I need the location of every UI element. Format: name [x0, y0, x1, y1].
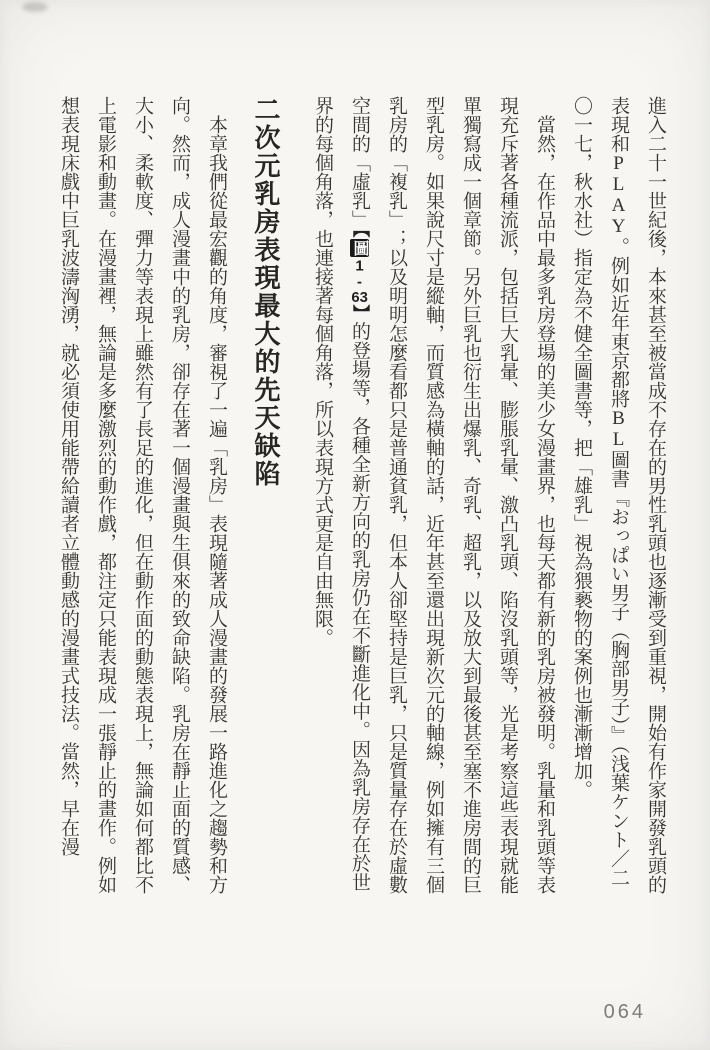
- figure-bracket-close: 】: [350, 304, 369, 322]
- paragraph-1: [563, 96, 674, 898]
- paragraph-2: [304, 96, 563, 898]
- latin-text-bl: BL: [608, 408, 629, 450]
- paragraph-text: 當然，在作品中最多乳房登場的美少女漫畫界，也每天都有新的乳房被發明。乳量和乳頭等表現充斥著各種流派，包括巨大乳暈、膨脹乳暈、激凸乳頭、陷沒乳頭等，光是考察這些表現就能單獨寫成一個章節。另外巨乳也衍生出爆乳、奇乳、超乳，以及放大到最後甚至塞不進房間的巨型乳房。如果說尺寸是縱軸，而質感為橫軸的話，近年甚至還出現新次元的軸線，例如擁有三個乳房的「複乳」；以及明明怎麼看都只是普通貧乳，但本人卻堅持是巨乳，只是質量存在於虛數空間的「虛乳」: [349, 96, 555, 894]
- scan-smudge: [22, 2, 48, 12]
- paragraph-text: 圖書『おっぱい男子（胸部男子）』（浅葉ケント／二〇一七，秋水社）指定為不健全圖書等，把「雄乳」視為猥褻物的案例也漸漸增加。: [571, 96, 629, 887]
- vertical-text-flow: [50, 96, 674, 898]
- figure-number-bottom: 63: [351, 289, 368, 305]
- page-number: 064: [603, 1001, 646, 1023]
- paragraph-text: 的登場等，各種全新方向的乳房仍在不斷進化中。因為乳房存在於世界的每個角落，也連接著每個角落，所以表現方式更是自由無限。: [312, 96, 370, 892]
- figure-number-top: 1-: [351, 257, 368, 290]
- figure-reference-1-63: [351, 229, 368, 322]
- paragraph-text: 。例如近年東京都將: [608, 237, 629, 408]
- latin-text-play: PLAY: [608, 153, 629, 237]
- paragraph-text: 進入二十一世紀後，本來甚至被當成不存在的男性乳頭也逐漸受到重視，開始有作家開發乳頭的表現和: [608, 96, 666, 894]
- figure-bracket-open: 【: [350, 229, 369, 238]
- section-heading: 二次元乳房表現最大的先天缺陷: [251, 96, 280, 488]
- figure-label-box: 圖: [351, 239, 368, 256]
- paragraph-3: 本章我們從最宏觀的角度，審視了一遍「乳房」表現隨著成人漫畫的發展一路進化之趨勢和方向。然而，成人漫畫中的乳房，卻存在著一個漫畫與生俱來的致命缺陷。乳房在靜止面的質感、大小、柔軟度、彈力等表現上雖然有了長足的進化，但在動作面的動態表現上，無論如何都比不上電影和動畫。在漫畫裡，無論是多麼激烈的動作戲，都注定只能表現成一張靜止的畫作。例如想表現床戲中巨乳波濤洶湧，就必須使用能帶給讀者立體動感的漫畫式技法。當然，早在漫: [58, 96, 227, 894]
